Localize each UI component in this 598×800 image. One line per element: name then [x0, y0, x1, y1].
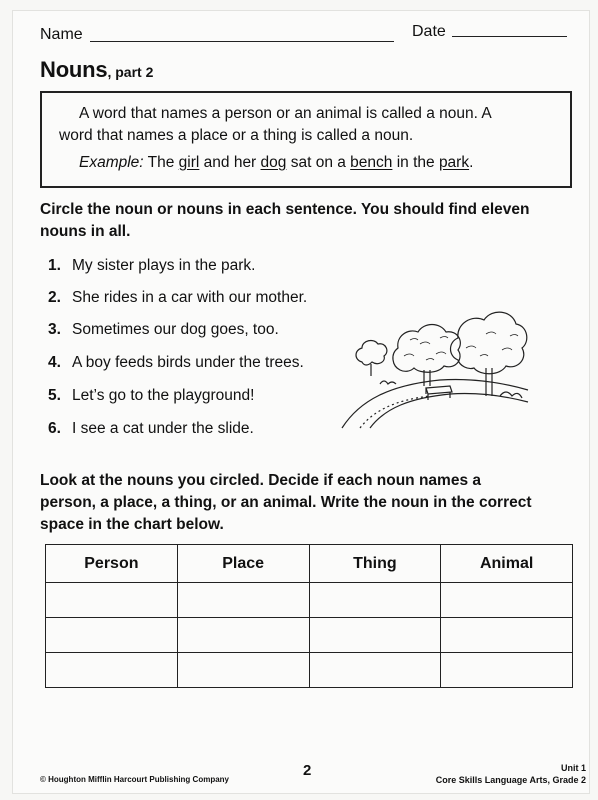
- sentence-item[interactable]: 3. Sometimes our dog goes, too.: [48, 321, 279, 338]
- chart-cell[interactable]: [177, 618, 309, 653]
- noun-chart: [45, 544, 573, 688]
- date-line[interactable]: [452, 36, 567, 37]
- example-noun-bench: bench: [350, 154, 393, 171]
- example-noun-park: park: [438, 154, 470, 171]
- chart-cell[interactable]: [309, 618, 441, 653]
- chart-cell[interactable]: [441, 618, 573, 653]
- chart-cell[interactable]: [309, 653, 441, 688]
- table-row: [46, 618, 573, 653]
- example-sentence: Example: The girl and her dog sat on a bench in the park.: [79, 154, 474, 171]
- sentence-item[interactable]: 4. A boy feeds birds under the trees.: [48, 354, 304, 371]
- table-row: [46, 583, 573, 618]
- park-illustration-icon: [340, 300, 530, 430]
- name-line[interactable]: [90, 41, 394, 42]
- sentence-item[interactable]: 2. She rides in a car with our mother.: [48, 289, 308, 306]
- title-part: , part 2: [107, 64, 154, 80]
- chart-cell[interactable]: [441, 583, 573, 618]
- example-label: Example:: [79, 154, 144, 171]
- definition-line-1: A word that names a person or an animal is called a noun. A: [79, 105, 492, 122]
- chart-cell[interactable]: [441, 653, 573, 688]
- sentence-item[interactable]: 1. My sister plays in the park.: [48, 257, 256, 274]
- chart-cell[interactable]: [46, 618, 178, 653]
- copyright-text: © Houghton Mifflin Harcourt Publishing Company: [40, 775, 229, 784]
- date-label: Date: [412, 23, 446, 40]
- definition-box: [40, 91, 572, 188]
- unit-info: [436, 762, 586, 786]
- definition-line-2: word that names a place or a thing is called a noun.: [59, 127, 414, 144]
- sentence-item[interactable]: 5. Let’s go to the playground!: [48, 387, 255, 404]
- header-place: Place: [177, 545, 309, 583]
- title-main: Nouns: [40, 57, 108, 82]
- example-noun-dog: dog: [260, 154, 287, 171]
- sentence-item[interactable]: 6. I see a cat under the slide.: [48, 420, 254, 437]
- chart-cell[interactable]: [177, 653, 309, 688]
- instructions-chart: Look at the nouns you circled. Decide if each noun names a person, a place, a thing, or an animal. Write the noun in the correct space in the chart below.: [40, 472, 532, 533]
- chart-cell[interactable]: [46, 583, 178, 618]
- header-animal: Animal: [441, 545, 573, 583]
- unit-label: Unit 1: [560, 763, 586, 773]
- table-row: [46, 653, 573, 688]
- chart-header-row: [46, 545, 573, 583]
- header-person: Person: [46, 545, 178, 583]
- chart-cell[interactable]: [46, 653, 178, 688]
- header-thing: Thing: [309, 545, 441, 583]
- instructions-circle: Circle the noun or nouns in each sentence. You should find eleven nouns in all.: [40, 201, 530, 240]
- chart-cell[interactable]: [177, 583, 309, 618]
- page-title: [40, 57, 153, 83]
- chart-cell[interactable]: [309, 583, 441, 618]
- page-number: 2: [303, 762, 312, 779]
- example-noun-girl: girl: [178, 154, 200, 171]
- book-title: Core Skills Language Arts, Grade 2: [435, 775, 586, 785]
- name-label: Name: [40, 26, 83, 43]
